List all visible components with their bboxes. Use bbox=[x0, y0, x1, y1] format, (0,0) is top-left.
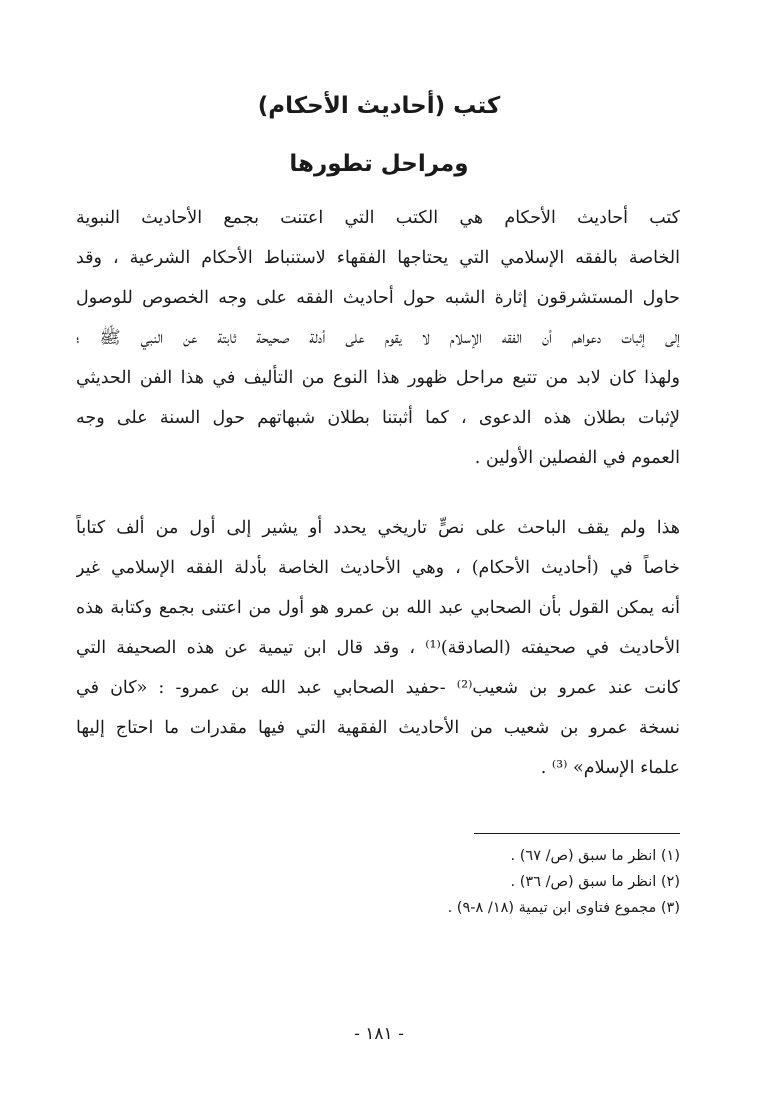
footnote-1: (١) انظر ما سبق (ص/ ٦٧) . bbox=[510, 848, 680, 864]
paragraph-line: حاول المستشرقون إثارة الشبه حول أحاديث الفقه على وجه الخصوص للوصول bbox=[76, 288, 680, 308]
page-number: - ١٨١ - bbox=[354, 1024, 404, 1044]
paragraph-line: الخاصة بالفقه الإسلامي التي يحتاجها الفقهاء لاستنباط الأحكام الشرعية ، وقد bbox=[76, 248, 680, 268]
footnote-separator bbox=[474, 833, 680, 834]
paragraph-line: علماء الإسلام» ⁽³⁾ . bbox=[540, 758, 680, 778]
paragraph-line: لإثبات بطلان هذه الدعوى ، كما أثبتنا بطلان شبهاتهم حول السنة على وجه bbox=[76, 408, 680, 428]
paragraph-line: الأحاديث في صحيفته (الصادقة)⁽¹⁾ ، وقد قال ابن تيمية عن هذه الصحيفة التي bbox=[76, 638, 680, 658]
footnote-2: (٢) انظر ما سبق (ص/ ٣٦) . bbox=[510, 874, 680, 890]
paragraph-2 bbox=[76, 508, 680, 788]
footnotes bbox=[76, 843, 680, 921]
paragraph-line: خاصاً في (أحاديث الأحكام) ، وهي الأحاديث الخاصة بأدلة الفقه الإسلامي غير bbox=[76, 558, 680, 578]
chapter-subtitle: ومراحل تطورها bbox=[289, 151, 469, 177]
chapter-title: كتب (أحاديث الأحكام) bbox=[257, 93, 501, 119]
paragraph-line: نسخة عمرو بن شعيب من الأحاديث الفقهية التي فيها مقدرات ما احتاج إليها bbox=[76, 718, 680, 738]
paragraph-line: العموم في الفصلين الأولين . bbox=[474, 448, 680, 468]
paragraph-line: هذا ولم يقف الباحث على نصٍّ تاريخي يحدد أو يشير إلى أول من ألف كتاباً bbox=[76, 518, 680, 538]
paragraph-line: أنه يمكن القول بأن الصحابي عبد الله بن عمرو هو أول من اعتنى بجمع وكتابة هذه bbox=[76, 598, 680, 618]
footnote-3: (٣) مجموع فتاوى ابن تيمية (١٨/ ٨-٩) . bbox=[447, 900, 680, 916]
paragraph-line: إلى إثبات دعواهم أن الفقه الإسلام لا يقوم على أدلة صحيحة ثابتة عن النبي ﷺ ؛ bbox=[76, 328, 680, 348]
paragraph-line: كانت عند عمرو بن شعيب⁽²⁾ -حفيد الصحابي عبد الله بن عمرو- : «كان في bbox=[76, 678, 680, 698]
paragraph-line: كتب أحاديث الأحكام هي الكتب التي اعتنت بجمع الأحاديث النبوية bbox=[76, 208, 680, 228]
paragraph-1 bbox=[76, 198, 680, 478]
paragraph-line: ولهذا كان لابد من تتبع مراحل ظهور هذا النوع من التأليف في هذا الفن الحديثي bbox=[76, 368, 680, 388]
